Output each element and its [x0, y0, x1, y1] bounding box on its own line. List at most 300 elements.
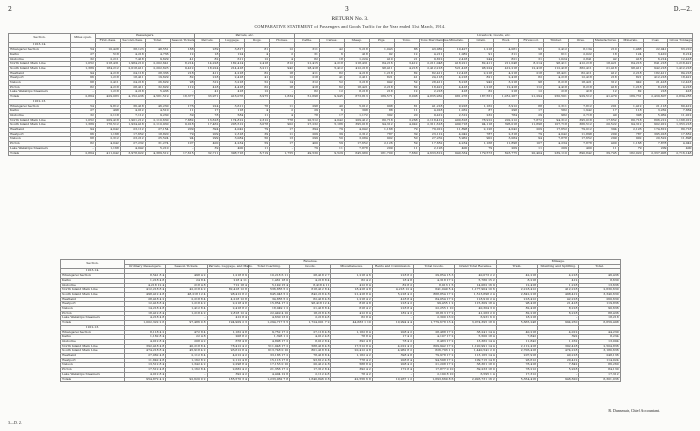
table-cell: 2,126 [618, 128, 643, 133]
table-cell: 3,611 [220, 104, 245, 109]
column-header: Parcels. [195, 38, 220, 43]
table-cell: 498 [95, 109, 120, 114]
table-cell: 7,112 [120, 113, 145, 118]
table-cell: 392,418 [538, 344, 579, 349]
table-cell: 1,389 [71, 123, 96, 128]
table-cell: 218 [369, 90, 394, 95]
table-cell: 184,212 [95, 66, 120, 71]
table-cell: 12,418 [519, 66, 544, 71]
table-cell: 1,901,212 [120, 118, 145, 123]
table-cell: 787 [618, 132, 643, 137]
table-cell: 2,118,412 [419, 118, 444, 123]
table-cell: 40,073 2 2 [455, 274, 496, 279]
table-cell: 2,112,418 [496, 344, 537, 349]
table-cell: 1,461 18 0 [248, 278, 289, 283]
table-cell: 2,190 8 10 [414, 372, 455, 377]
table-cell: 11 [394, 109, 419, 114]
column-header: Second-class. [120, 38, 145, 43]
table-cell: 82 [170, 76, 195, 81]
table-cell: 17,877 0 10 [414, 368, 455, 373]
table-cell: 18,421 [668, 76, 693, 81]
table-cell: 1,942 [568, 109, 593, 114]
table-cell: 17,652 [543, 128, 568, 133]
table-cell: – [270, 146, 295, 151]
table-cell: 4,012 4 2 [207, 354, 248, 359]
table-cell: 3,218 [494, 81, 519, 86]
table-cell: 1,488 [618, 48, 643, 53]
table-cell: 2,718 [568, 113, 593, 118]
table-cell: 18,421 [543, 71, 568, 76]
table-cell: 8,012 8 4 [290, 339, 331, 344]
table-cell: 19,629 [145, 76, 170, 81]
table-cell: 20,522 [643, 137, 668, 142]
table-cell: 2,311,618 [419, 123, 444, 128]
table-cell: 18,218 4 8 [290, 311, 331, 316]
table-cell: 1,120,991 14 4 [455, 344, 496, 349]
table-cell: 4,218 12 4 [125, 283, 166, 288]
table-cell: 2,318 [494, 132, 519, 137]
total-cell: 194,909 2 3 [207, 321, 248, 326]
table-cell: 11 [245, 146, 270, 151]
table-cell: 418 [195, 85, 220, 90]
totals-label: Totals [9, 151, 71, 156]
table-cell: 418 [593, 85, 618, 90]
column-header: Firewood. [519, 38, 544, 43]
table-cell: 27,232 [120, 142, 145, 147]
table-cell: 93,612 [496, 358, 537, 363]
table-cell: 23,212 [120, 137, 145, 142]
table-cell: 2,412 [543, 48, 568, 53]
table-cell: 98 [170, 81, 195, 86]
table-cell: 8,218 [538, 307, 579, 312]
table-cell: 400 [195, 142, 220, 147]
table-cell: 418,221 [444, 62, 469, 67]
table-cell: 21,418 [593, 66, 618, 71]
table-cell: 98,224 [469, 66, 494, 71]
table-cell: 3,410 [643, 52, 668, 57]
table-cell: 40,304 3 0 [455, 307, 496, 312]
table-cell: 2 [270, 109, 295, 114]
table-cell: 1,218 [469, 48, 494, 53]
table-cell: 12 [270, 48, 295, 53]
total-cell: 4,152,436 [120, 95, 145, 100]
table-cell: 82 4 2 [331, 278, 372, 283]
table-cell: 118,910 2 4 [455, 297, 496, 302]
table-cell: 1,412 [618, 104, 643, 109]
table-cell: 2,112 4 8 [290, 372, 331, 377]
table-cell: 11,898 [494, 142, 519, 147]
table-cell: 395,018 [568, 118, 593, 123]
table-cell: 112 [170, 85, 195, 90]
table-cell: 8,630 [579, 278, 620, 283]
table-cell: 418 [568, 90, 593, 95]
table-cell: 4,042 [543, 132, 568, 137]
table-cell: 3,180,636 [579, 349, 620, 354]
total-cell: 1,233,062 7 8 [248, 377, 289, 382]
table-cell: 4 [270, 57, 295, 62]
total-cell: 20,404 [519, 151, 544, 156]
section-name: Nelson [9, 137, 71, 142]
table-cell: 18,421 [593, 62, 618, 67]
table-cell: 8,218 [496, 278, 537, 283]
table-cell: 218 8 2 [372, 274, 413, 279]
table-cell: 39 [319, 132, 344, 137]
table-cell: 260,630 [579, 297, 620, 302]
total-cell: 9,529 [319, 151, 344, 156]
table-cell: 99,455 1 2 [414, 302, 455, 307]
table-cell: 218 [170, 71, 195, 76]
column-header: Season Tickets. [171, 37, 196, 42]
table-cell: 842,218 4 8 [290, 292, 331, 297]
table-cell: 412,218 8 4 [125, 288, 166, 293]
table-cell: 8,134 [568, 48, 593, 53]
section-name: Westport [9, 132, 71, 137]
column-header: Grain. [469, 38, 494, 43]
section-name: Whangarei Section [61, 330, 125, 335]
total-cell: 5,665,248 [496, 321, 537, 326]
table-cell: 1,218 4 2 [331, 297, 372, 302]
total-cell: 2,926,731 16 2 [455, 377, 496, 382]
table-cell: 98,418 12 4 [290, 302, 331, 307]
total-cell: 49,530 [295, 151, 320, 156]
table-cell: 113,165 14 4 [455, 354, 496, 359]
table-cell: 1,218 4 6 [331, 274, 372, 279]
table-cell: 201 [593, 104, 618, 109]
table-cell: 4,218 [543, 76, 568, 81]
table-cell: 902,912 [643, 123, 668, 128]
table-cell: 24,218 [120, 81, 145, 86]
table-cell: 1,218 [95, 90, 120, 95]
table-cell: 5,780 15 2 [455, 278, 496, 283]
table-cell: 2,218,412 [496, 288, 537, 293]
table-cell: 84,130 [579, 368, 620, 373]
table-cell: 23,112 [120, 128, 145, 133]
table-cell: 311 [494, 52, 519, 57]
column-header: Total Goods. [414, 264, 455, 269]
table-cell: 613,748 0 10 [248, 349, 289, 354]
table-cell: 82,411 [568, 71, 593, 76]
total-cell: 929,512 [568, 95, 593, 100]
table-cell: 1,412 8 4 [166, 307, 207, 312]
table-cell: 821 [469, 76, 494, 81]
table-cell: 218 [494, 90, 519, 95]
table-cell: 66 [71, 132, 96, 137]
table-cell: 98,411 [543, 62, 568, 67]
table-cell: 12 [593, 90, 618, 95]
table-cell: 28,411 [419, 81, 444, 86]
table-cell: 84,218 [668, 71, 693, 76]
table-cell: 11,898 [519, 123, 544, 128]
table-cell: 2,218 8 4 [166, 297, 207, 302]
table-cell: 13,618 [195, 118, 220, 123]
table-cell: 1,218,421 [668, 62, 693, 67]
table-cell: 4,218 [394, 66, 419, 71]
table-cell: 7,872 [519, 118, 544, 123]
section-name: Gisborne [9, 57, 71, 62]
table-cell: 248,136 [579, 354, 620, 359]
table-cell: 27 [71, 52, 96, 57]
table-cell: 2,312 [344, 132, 369, 137]
section-name: Whangarei Section [9, 104, 71, 109]
table-cell: 2 [270, 52, 295, 57]
table-cell: 6,595 1 4 [455, 372, 496, 377]
total-cell: 2,337,905 [643, 151, 668, 156]
table-cell: 826,793 1 2 [414, 349, 455, 354]
table-cell: 78 [195, 113, 220, 118]
table-cell: 609,942 17 2 [414, 344, 455, 349]
table-cell: 4,218 12 8 [207, 297, 248, 302]
table-cell: 4,081 [494, 48, 519, 53]
table-cell: 20,512 [295, 118, 320, 123]
table-cell: 98,411 [369, 66, 394, 71]
table-cell: 582 [543, 109, 568, 114]
table-cell: 88,436 [579, 311, 620, 316]
table-cell: 641,049 5 4 [414, 288, 455, 293]
table-cell: 38,123 [120, 48, 145, 53]
table-cell: 12 [245, 90, 270, 95]
table-cell: 18 [319, 57, 344, 62]
table-cell: 311 [295, 48, 320, 53]
table-cell: 38,241 14 4 [455, 330, 496, 335]
table-cell: 78,912 [469, 118, 494, 123]
table-cell: 9,918 [444, 104, 469, 109]
table-cell: 1,218 4 8 [125, 278, 166, 283]
table-cell: 5,962 [643, 113, 668, 118]
table-cell: 398 [344, 109, 369, 114]
table-cell: 209 [543, 146, 568, 151]
section-name: Picton [61, 311, 125, 316]
table-cell: 18 [593, 52, 618, 57]
table-cell: 8,214 [170, 62, 195, 67]
table-cell: 41,218 [419, 104, 444, 109]
table-cell: 82 [394, 71, 419, 76]
table-cell: 11 [319, 146, 344, 151]
table-cell: 806,212 [643, 118, 668, 123]
table-cell: 1,440,541 2 0 [455, 349, 496, 354]
table-cell: 218 [643, 90, 668, 95]
total-cell: 3,074,395 18 9 [455, 321, 496, 326]
table-cell: 511,048 17 2 [248, 344, 289, 349]
table-cell: 11 [394, 146, 419, 151]
table-cell: 12 [394, 52, 419, 57]
table-cell: 31,274 [145, 142, 170, 147]
table-cell: 299 [295, 137, 320, 142]
table-cell: 4,012 8 4 [125, 372, 166, 377]
table-cell: 942,218 [643, 66, 668, 71]
table-cell: 42,218 [496, 274, 537, 279]
table-cell: 412,218 [494, 66, 519, 71]
table-cell: 4,404 12 6 [248, 372, 289, 377]
table-cell: 11 [170, 109, 195, 114]
section-name: Gisborne [61, 283, 125, 288]
table-cell: 94 [519, 137, 544, 142]
table-cell: 22,255 1 10 [414, 307, 455, 312]
table-cell: 18,421 [419, 85, 444, 90]
total-cell: 398,716 [220, 151, 245, 156]
total-cell: 17,615 [170, 151, 195, 156]
table-cell: 208 4 2 [372, 363, 413, 368]
table-cell: 4,218 [444, 76, 469, 81]
total-cell: 946,620 [538, 377, 579, 382]
table-cell: 98,412 8 2 [207, 292, 248, 297]
table-cell: 392,418 4 8 [125, 344, 166, 349]
table-cell: 82 [469, 90, 494, 95]
table-cell: 82 8 2 [372, 283, 413, 288]
table-cell: 2,126 [419, 146, 444, 151]
table-cell: 2,118 [95, 113, 120, 118]
table-cell: 1,389 [71, 66, 96, 71]
total-cell: 416,076 [220, 95, 245, 100]
table-cell: 27 [71, 109, 96, 114]
table-cell: 412 8 4 [207, 316, 248, 321]
table-cell: 611 [543, 52, 568, 57]
table-cell: 18,218 [496, 316, 537, 321]
table-cell: 27,154 [145, 128, 170, 133]
table-cell: 41 [195, 90, 220, 95]
table-cell: 18 [195, 52, 220, 57]
table-cell: 17,512 4 8 [125, 368, 166, 373]
table-cell: 3,412 [394, 62, 419, 67]
section-name: Kaihu [61, 278, 125, 283]
table-cell: 812 [270, 62, 295, 67]
table-cell: 4,042 [220, 128, 245, 133]
column-header: Ordinary Passengers. [125, 264, 166, 269]
table-cell: 5,962 [444, 137, 469, 142]
table-cell: 3,084 [220, 137, 245, 142]
table-cell: 12,418 [668, 81, 693, 86]
table-cell: 18,049 1 2 [248, 307, 289, 312]
table-cell: 2,818 12 4 [207, 311, 248, 316]
table-cell: 8,234 [579, 335, 620, 340]
table-cell: 588 8 4 [331, 363, 372, 368]
section-name: Lake Wakatipu Steamers [61, 372, 125, 377]
table-cell: 27,232 [419, 137, 444, 142]
table-cell: 21,418 8 4 [331, 292, 372, 297]
table-cell: 942 [369, 81, 394, 86]
table-cell: 17,652 [593, 118, 618, 123]
table-cell: 12,418 [568, 76, 593, 81]
table-cell: – [170, 90, 195, 95]
table-cell: 18,421 [344, 85, 369, 90]
table-cell: 82 [618, 90, 643, 95]
table-cell: 29 [295, 109, 320, 114]
table-cell: 3,912 [494, 104, 519, 109]
total-cell: 4,389,512 [145, 151, 170, 156]
table-cell: 188 [170, 48, 195, 53]
page-center-number: 3 [345, 6, 349, 13]
total-cell: 6,659,498 [579, 321, 620, 326]
table-cell: 42 [319, 48, 344, 53]
section-name: Whangarei Section [9, 48, 71, 53]
table-cell: 28,336 [145, 71, 170, 76]
table-cell: 2,418 [444, 57, 469, 62]
column-header: Sheep. [344, 38, 369, 43]
table-cell: 4,012 8 4 [125, 339, 166, 344]
table-cell: 2,300 13 0 [414, 316, 455, 321]
table-cell: 21,418 [643, 81, 668, 86]
table-cell: 1,218 4 2 [166, 302, 207, 307]
table-cell: 7,882 [170, 118, 195, 123]
table-cell: 472 8 4 [166, 330, 207, 335]
table-cell: 21,418 8 4 [290, 307, 331, 312]
table-cell: 54 [71, 104, 96, 109]
table-cell: 78 4 2 [372, 339, 413, 344]
table-cell: 207,918 [496, 354, 537, 359]
table-cell: 118 [618, 109, 643, 114]
table-cell: 218 4 8 [166, 283, 207, 288]
table-cell: 62 [319, 85, 344, 90]
table-cell: 7,884 [668, 109, 693, 114]
total-cell: 1,640,846 0 8 [290, 377, 331, 382]
table-cell: 82,418 4 8 [290, 297, 331, 302]
table-cell: 90,636 [579, 307, 620, 312]
table-cell: 1,218 [369, 71, 394, 76]
column-header: Minerals. [444, 38, 469, 43]
table-cell: 1,024 [543, 57, 568, 62]
year-label: 1912-13. [9, 99, 71, 104]
table-cell: 84,216 [618, 62, 643, 67]
table-cell: 801,418 8 4 [290, 349, 331, 354]
table-cell: 1,984,210 [120, 62, 145, 67]
table-cell: 11,898 [444, 128, 469, 133]
table-cell: 4,418 [444, 85, 469, 90]
table-cell: 79 [519, 132, 544, 137]
table-cell: 94,312 [543, 118, 568, 123]
section-name: North Island Main Line [9, 118, 71, 123]
column-header: Season Tickets. [166, 264, 207, 269]
table-cell: 2,706,418 [496, 349, 537, 354]
table-cell: 398 4 8 [372, 354, 413, 359]
table-cell: 1,168 [618, 142, 643, 147]
table-cell: 40,218 [496, 330, 537, 335]
table-cell: 1,934,418 [120, 123, 145, 128]
section-name: Kaihu [9, 109, 71, 114]
total-cell: 6,301,036 [579, 377, 620, 382]
table-cell: 202,212 [494, 118, 519, 123]
table-cell: 618 4 2 [331, 307, 372, 312]
table-cell: – [372, 316, 413, 321]
table-cell: 712 18 4 [207, 283, 248, 288]
table-cell: 218 8 4 [372, 307, 413, 312]
table-cell: 41 [245, 76, 270, 81]
table-cell: 6,218 [538, 311, 579, 316]
table-cell: 28,418 [295, 66, 320, 71]
bottom-section-column-header: Section. [61, 260, 125, 269]
table-cell: 366,512 [568, 123, 593, 128]
total-cell: 10,994 4 4 [372, 321, 413, 326]
table-cell: 40,218 8 4 [166, 344, 207, 349]
table-cell: 94 [71, 128, 96, 133]
table-cell: 209 [170, 128, 195, 133]
table-cell: 86 [394, 48, 419, 53]
table-cell: 2,318 [220, 132, 245, 137]
table-cell: 82 [295, 57, 320, 62]
table-cell: 400 [444, 146, 469, 151]
total-cell: 185,570 3 4 [207, 377, 248, 382]
table-cell: – [71, 146, 96, 151]
table-cell: 2,112 4 8 [207, 358, 248, 363]
total-cell: 940,334 [444, 151, 469, 156]
table-cell: 412,218 [538, 288, 579, 293]
table-cell: 44,230 [579, 330, 620, 335]
total-cell: 1,051,267 [494, 95, 519, 100]
miles-column-header: Miles open. [71, 34, 96, 43]
column-header: Rents and Commission. [372, 264, 413, 269]
table-cell: 42,218 4 2 [166, 288, 207, 293]
section-name: Picton [9, 142, 71, 147]
table-cell: 107 [170, 142, 195, 147]
total-cell: 5,354,416 [496, 377, 537, 382]
